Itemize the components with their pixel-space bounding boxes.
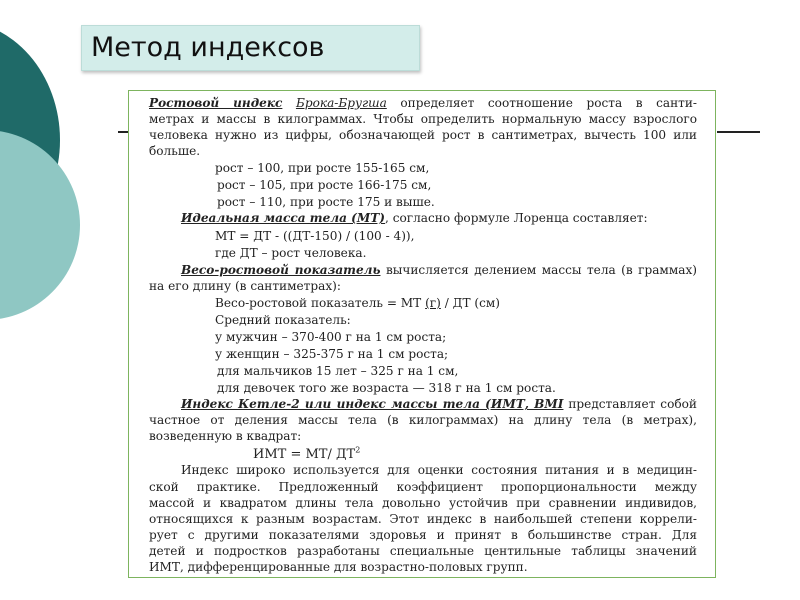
wr-item: у мужчин – 370-400 г на 1 см роста; xyxy=(215,330,447,344)
decorative-light-circle xyxy=(0,130,80,320)
broca-heading: Ростовой индекс xyxy=(149,96,283,110)
slide-title-box xyxy=(81,25,420,71)
broca-line-2: метрах и массы в килограммах. Чтобы определить нормальную массу взрослого xyxy=(149,112,697,126)
bmi-formula xyxy=(253,447,360,462)
ideal-line-1 xyxy=(181,211,648,226)
wr-line-1-rest: вычисляется делением массы тела (в граммах) xyxy=(385,263,697,277)
ideal-where: где ДТ – рост человека. xyxy=(215,246,367,260)
bmi-para-line: ской практике. Предложенный коэффициент пропорциональности между xyxy=(149,480,697,494)
bmi-para-line: Индекс широко используется для оценки состояния питания и в медицин- xyxy=(181,463,697,477)
broca-author: Брока-Бругша xyxy=(295,96,387,110)
broca-item: рост – 110, при росте 175 и выше. xyxy=(217,195,435,209)
bmi-heading: Индекс Кетле-2 или индекс массы тела (ИМТ, BMI xyxy=(181,397,564,411)
wr-formula xyxy=(215,296,500,311)
ideal-formula: МТ = ДТ - ((ДТ-150) / (100 - 4)), xyxy=(215,229,415,243)
bmi-line-1-rest: представляет собой xyxy=(568,397,697,411)
ideal-line-1-rest: , согласно формуле Лоренца составляет: xyxy=(385,211,648,225)
bmi-para-line: ИМТ, дифференцированные для возрастно-половых групп. xyxy=(149,560,528,574)
wr-heading: Весо-ростовой показатель xyxy=(181,263,381,277)
ideal-heading: Идеальная масса тела (МТ) xyxy=(181,211,386,225)
wr-item: для девочек того же возраста — 318 г на 1 см роста. xyxy=(217,381,556,395)
wr-item: для мальчиков 15 лет – 325 г на 1 см, xyxy=(217,364,459,378)
slide-title: Метод индексов xyxy=(91,32,325,63)
broca-line-4: больше. xyxy=(149,144,201,158)
bmi-para-line: относящихся к разным возрастам. Этот индекс в наибольшей степени коррели- xyxy=(149,512,697,526)
bmi-line-3: возведенную в квадрат: xyxy=(149,429,302,443)
bmi-line-1 xyxy=(181,397,697,412)
wr-avg: Средний показатель: xyxy=(215,313,351,327)
wr-formula-c: / ДТ (см) xyxy=(440,296,500,310)
bmi-para-line: массой и квадратом длины тела довольно устойчив при сравнении индивидов, xyxy=(149,496,697,510)
broca-line-3: человека нужно из цифры, обозначающей рост в сантиметрах, вычесть 100 или xyxy=(149,128,697,142)
bmi-para-line: рует с другими показателями здоровья и принят в большинстве стран. Для xyxy=(149,528,697,542)
broca-line-1-rest: определяет соотношение роста в санти- xyxy=(400,96,697,110)
wr-item: у женщин – 325-375 г на 1 см роста; xyxy=(215,347,449,361)
horizontal-rule-right xyxy=(717,131,760,133)
wr-line-2: на его длину (в сантиметрах): xyxy=(149,279,341,293)
bmi-para-line: детей и подростков разработаны специальные центильные таблицы значений xyxy=(149,544,697,558)
wr-formula-a: Весо-ростовой показатель = МТ xyxy=(215,296,426,310)
bmi-formula-main: ИМТ = МТ/ ДТ xyxy=(253,447,356,462)
broca-item: рост – 100, при росте 155-165 см, xyxy=(215,161,430,175)
wr-line-1 xyxy=(181,263,697,278)
bmi-formula-sup: 2 xyxy=(355,445,361,455)
document-scan xyxy=(128,90,716,578)
bmi-line-2: частное от деления массы тела (в килограммах) на длину тела (в метрах), xyxy=(149,413,697,427)
broca-item: рост – 105, при росте 166-175 см, xyxy=(217,178,432,192)
wr-formula-b: (г) xyxy=(425,296,441,310)
broca-line-1 xyxy=(149,96,697,111)
